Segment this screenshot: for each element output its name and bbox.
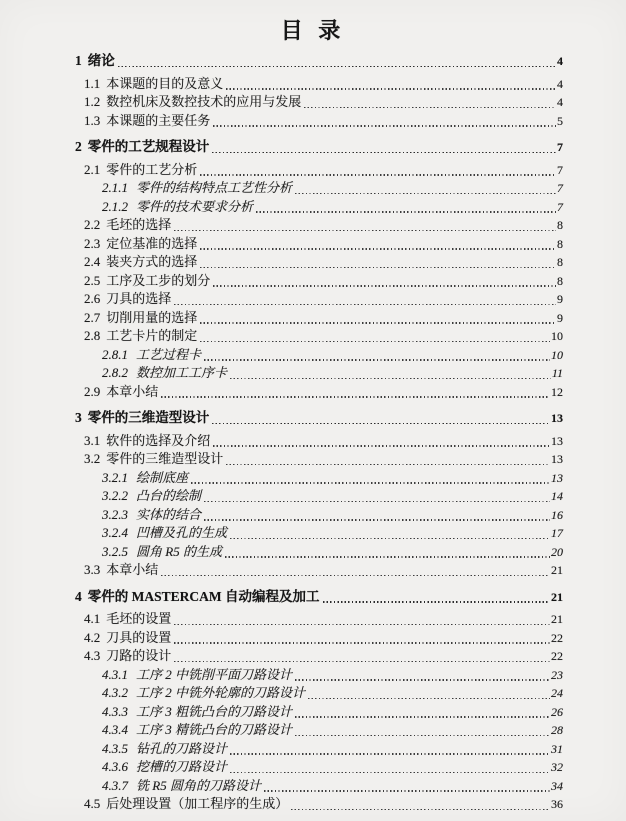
- dot-leader: [161, 575, 550, 576]
- entry-number: 2.3: [84, 235, 101, 251]
- page-number: 5: [557, 113, 563, 128]
- page-number: 9: [557, 310, 563, 325]
- dot-leader: [212, 152, 556, 154]
- dot-leader: [174, 304, 556, 305]
- entry-number: 2.2: [84, 217, 101, 232]
- entry-title: 凸台的绘制: [136, 488, 202, 503]
- entry-title: 工序 2 中铣削平面刀路设计: [136, 666, 293, 682]
- toc-chapter-row: [75, 409, 563, 428]
- entry-number: 4.3.4: [102, 722, 128, 737]
- entry-number: 3.2.5: [102, 543, 128, 559]
- page-number: 31: [551, 741, 563, 756]
- page-number: 26: [551, 704, 563, 719]
- entry-title: 零件的结构特点工艺性分析: [136, 180, 293, 195]
- toc-entry-row: [75, 327, 563, 346]
- entry-title: 刀具的选择: [106, 291, 172, 306]
- dot-leader: [226, 464, 550, 465]
- toc-entry-row: [75, 647, 563, 666]
- dot-leader: [295, 679, 550, 680]
- toc-entry-row: [75, 93, 563, 112]
- entry-title: 零件的三维造型设计: [106, 451, 224, 466]
- dot-leader: [204, 519, 550, 520]
- entry-title: 毛坯的设置: [106, 611, 172, 626]
- entry-title: 工序及工步的划分: [106, 272, 211, 288]
- page-number: 10: [551, 347, 563, 362]
- toc-entry-row: [75, 161, 563, 180]
- toc-entry-row: [75, 364, 563, 383]
- entry-number: 4.1: [84, 611, 101, 626]
- entry-title: 零件的工艺分析: [106, 161, 198, 177]
- dot-leader: [323, 601, 551, 603]
- page-number: 22: [551, 630, 563, 645]
- entry-number: 3.1: [84, 432, 101, 448]
- entry-number: 2.8.2: [102, 365, 128, 380]
- entry-title: 装夹方式的选择: [106, 254, 198, 269]
- entry-number: 4.3.1: [102, 666, 128, 682]
- dot-leader: [174, 624, 550, 625]
- entry-number: 2.5: [84, 272, 101, 288]
- entry-number: 4.5: [84, 796, 101, 811]
- entry-number: 4.3.7: [102, 777, 128, 793]
- dot-leader: [230, 538, 550, 539]
- entry-number: 2.1.1: [102, 180, 128, 195]
- dot-leader: [230, 753, 550, 754]
- page-number: 11: [551, 366, 563, 380]
- entry-number: 3.2: [84, 451, 101, 466]
- toc-entry-row: [75, 432, 563, 451]
- entry-title: 绪论: [87, 53, 115, 68]
- toc-entry-row: [75, 383, 563, 402]
- entry-title: 本章小结: [106, 562, 159, 577]
- page-number: 36: [551, 797, 563, 811]
- toc-entry-row: [75, 75, 563, 94]
- entry-number: 2.7: [84, 309, 101, 325]
- entry-title: 挖槽的刀路设计: [136, 759, 228, 774]
- entry-number: 3.3: [84, 562, 101, 577]
- entry-number: 1.2: [84, 94, 101, 109]
- toc-entry-row: [75, 543, 563, 562]
- toc-entry-row: [75, 629, 563, 648]
- dot-leader: [161, 396, 550, 397]
- dot-leader: [295, 716, 550, 717]
- dot-leader: [212, 423, 550, 425]
- entry-number: 2: [75, 139, 82, 154]
- toc-entry-row: [75, 112, 563, 131]
- entry-number: 4.3.3: [102, 703, 128, 719]
- toc-entry-row: [75, 216, 563, 235]
- entry-number: 4.3.6: [102, 759, 128, 774]
- entry-title: 零件的 MASTERCAM 自动编程及加工: [87, 588, 320, 604]
- page-number: 28: [551, 723, 563, 737]
- entry-number: 1.3: [84, 112, 101, 128]
- entry-title: 绘制底座: [136, 469, 189, 485]
- page-number: 8: [557, 273, 563, 288]
- toc-chapter-row: [75, 588, 563, 607]
- entry-title: 软件的选择及介绍: [106, 432, 211, 448]
- entry-number: 2.1.2: [102, 198, 128, 214]
- entry-title: 工艺卡片的制定: [106, 328, 198, 343]
- dot-leader: [204, 501, 550, 502]
- entry-title: 工序 3 精铣凸台的刀路设计: [136, 722, 293, 737]
- entry-title: 数控加工工序卡: [136, 365, 228, 380]
- entry-title: 凹槽及孔的生成: [136, 525, 228, 540]
- toc-entry-row: [75, 469, 563, 488]
- dot-leader: [295, 735, 550, 736]
- dot-leader: [308, 698, 550, 699]
- dot-leader: [213, 285, 556, 286]
- entry-number: 3.2.2: [102, 488, 128, 503]
- toc-entry-row: [75, 198, 563, 217]
- page-number: 14: [551, 489, 563, 503]
- page-number: 13: [551, 411, 563, 425]
- page-number: 17: [551, 526, 563, 540]
- toc-entry-row: [75, 506, 563, 525]
- toc-entry-row: [75, 666, 563, 685]
- toc-entry-row: [75, 290, 563, 309]
- dot-leader: [200, 322, 556, 323]
- entry-title: 后处理设置（加工程序的生成）: [106, 796, 289, 811]
- dot-leader: [204, 359, 550, 360]
- dot-leader: [225, 556, 550, 557]
- page-number: 34: [551, 778, 563, 793]
- page-number: 7: [557, 140, 563, 154]
- page-number: 8: [557, 255, 563, 269]
- dot-leader: [256, 211, 556, 212]
- dot-leader: [304, 107, 556, 108]
- toc-entry-row: [75, 487, 563, 506]
- dot-leader: [226, 88, 556, 89]
- entry-number: 3.2.1: [102, 469, 128, 485]
- toc-entry-row: [75, 740, 563, 759]
- entry-title: 定位基准的选择: [106, 235, 198, 251]
- dot-leader: [200, 248, 556, 249]
- page-number: 21: [551, 563, 563, 577]
- dot-leader: [191, 482, 550, 483]
- entry-title: 实体的结合: [136, 506, 202, 522]
- toc-entry-row: [75, 309, 563, 328]
- entry-number: 4.3.5: [102, 740, 128, 756]
- entry-title: 圆角 R5 的生成: [136, 543, 222, 559]
- entry-number: 4.2: [84, 629, 101, 645]
- entry-title: 钻孔的刀路设计: [136, 740, 228, 756]
- dot-leader: [213, 125, 556, 126]
- entry-number: 4.3.2: [102, 685, 128, 700]
- page-number: 21: [551, 589, 563, 604]
- page-number: 8: [557, 236, 563, 251]
- page-number: 20: [551, 544, 563, 559]
- entry-title: 零件的三维造型设计: [87, 410, 210, 425]
- entry-title: 零件的技术要求分析: [136, 198, 254, 214]
- toc-entry-row: [75, 450, 563, 469]
- toc-entry-row: [75, 684, 563, 703]
- page-number: 13: [551, 470, 563, 485]
- dot-leader: [118, 66, 556, 68]
- toc-chapter-row: [75, 52, 563, 71]
- page-number: 13: [551, 452, 563, 466]
- entry-title: 数控机床及数控技术的应用与发展: [106, 94, 302, 109]
- toc-entry-row: [75, 721, 563, 740]
- dot-leader: [200, 174, 556, 175]
- page-number: 21: [551, 612, 563, 626]
- toc-entry-row: [75, 272, 563, 291]
- toc-entry-row: [75, 253, 563, 272]
- toc-entry-row: [75, 703, 563, 722]
- entry-title: 本课题的目的及意义: [106, 75, 224, 91]
- page-number: 32: [551, 760, 563, 774]
- dot-leader: [200, 267, 556, 268]
- toc-entry-row: [75, 777, 563, 796]
- dot-leader: [264, 790, 550, 791]
- page-number: 4: [557, 76, 563, 91]
- entry-number: 2.6: [84, 291, 101, 306]
- entry-title: 毛坯的选择: [106, 217, 172, 232]
- toc-entry-row: [75, 561, 563, 580]
- toc-entry-row: [75, 795, 563, 814]
- toc-list: [75, 52, 563, 814]
- toc-entry-row: [75, 346, 563, 365]
- dot-leader: [291, 809, 550, 810]
- page-number: 4: [557, 95, 563, 109]
- toc-chapter-row: [75, 138, 563, 157]
- entry-number: 2.1: [84, 161, 101, 177]
- entry-title: 工艺过程卡: [136, 346, 202, 362]
- entry-title: 零件的工艺规程设计: [87, 139, 210, 154]
- toc-entry-row: [75, 610, 563, 629]
- dot-leader: [295, 193, 556, 194]
- dot-leader: [174, 642, 550, 643]
- entry-title: 刀路的设计: [106, 648, 172, 663]
- entry-title: 本课题的主要任务: [106, 112, 211, 128]
- page-number: 10: [551, 329, 563, 343]
- dot-leader: [213, 445, 550, 446]
- dot-leader: [174, 230, 556, 231]
- page-number: 22: [551, 649, 563, 663]
- entry-number: 4.3: [84, 648, 101, 663]
- entry-number: 2.9: [84, 383, 101, 399]
- dot-leader: [230, 772, 550, 773]
- entry-number: 4: [75, 588, 82, 604]
- dot-leader: [230, 378, 551, 379]
- entry-title: 铣 R5 圆角的刀路设计: [136, 777, 261, 793]
- entry-number: 3: [75, 410, 82, 425]
- page-number: 7: [557, 181, 563, 195]
- page-number: 12: [551, 384, 563, 399]
- entry-number: 2.8.1: [102, 346, 128, 362]
- toc-entry-row: [75, 235, 563, 254]
- toc-title: 目 录: [280, 18, 346, 43]
- page-number: 24: [551, 686, 563, 700]
- page-number: 23: [551, 667, 563, 682]
- dot-leader: [174, 661, 550, 662]
- page-number: 8: [557, 218, 563, 232]
- entry-number: 1: [75, 53, 82, 68]
- entry-title: 工序 2 中铣外轮廓的刀路设计: [136, 685, 306, 700]
- page-number: 13: [551, 433, 563, 448]
- entry-number: 2.4: [84, 254, 101, 269]
- page-number: 7: [557, 162, 563, 177]
- entry-number: 3.2.4: [102, 525, 128, 540]
- page-number: 16: [551, 507, 563, 522]
- page-number: 4: [557, 54, 563, 68]
- entry-title: 工序 3 粗铣凸台的刀路设计: [136, 703, 293, 719]
- entry-title: 本章小结: [106, 383, 159, 399]
- entry-number: 2.8: [84, 328, 101, 343]
- toc-entry-row: [75, 758, 563, 777]
- toc-entry-row: [75, 179, 563, 198]
- toc-entry-row: [75, 524, 563, 543]
- page-number: 7: [557, 199, 563, 214]
- entry-number: 1.1: [84, 75, 101, 91]
- entry-title: 切削用量的选择: [106, 309, 198, 325]
- dot-leader: [200, 341, 550, 342]
- entry-title: 刀具的设置: [106, 629, 172, 645]
- entry-number: 3.2.3: [102, 506, 128, 522]
- page-number: 9: [557, 292, 563, 306]
